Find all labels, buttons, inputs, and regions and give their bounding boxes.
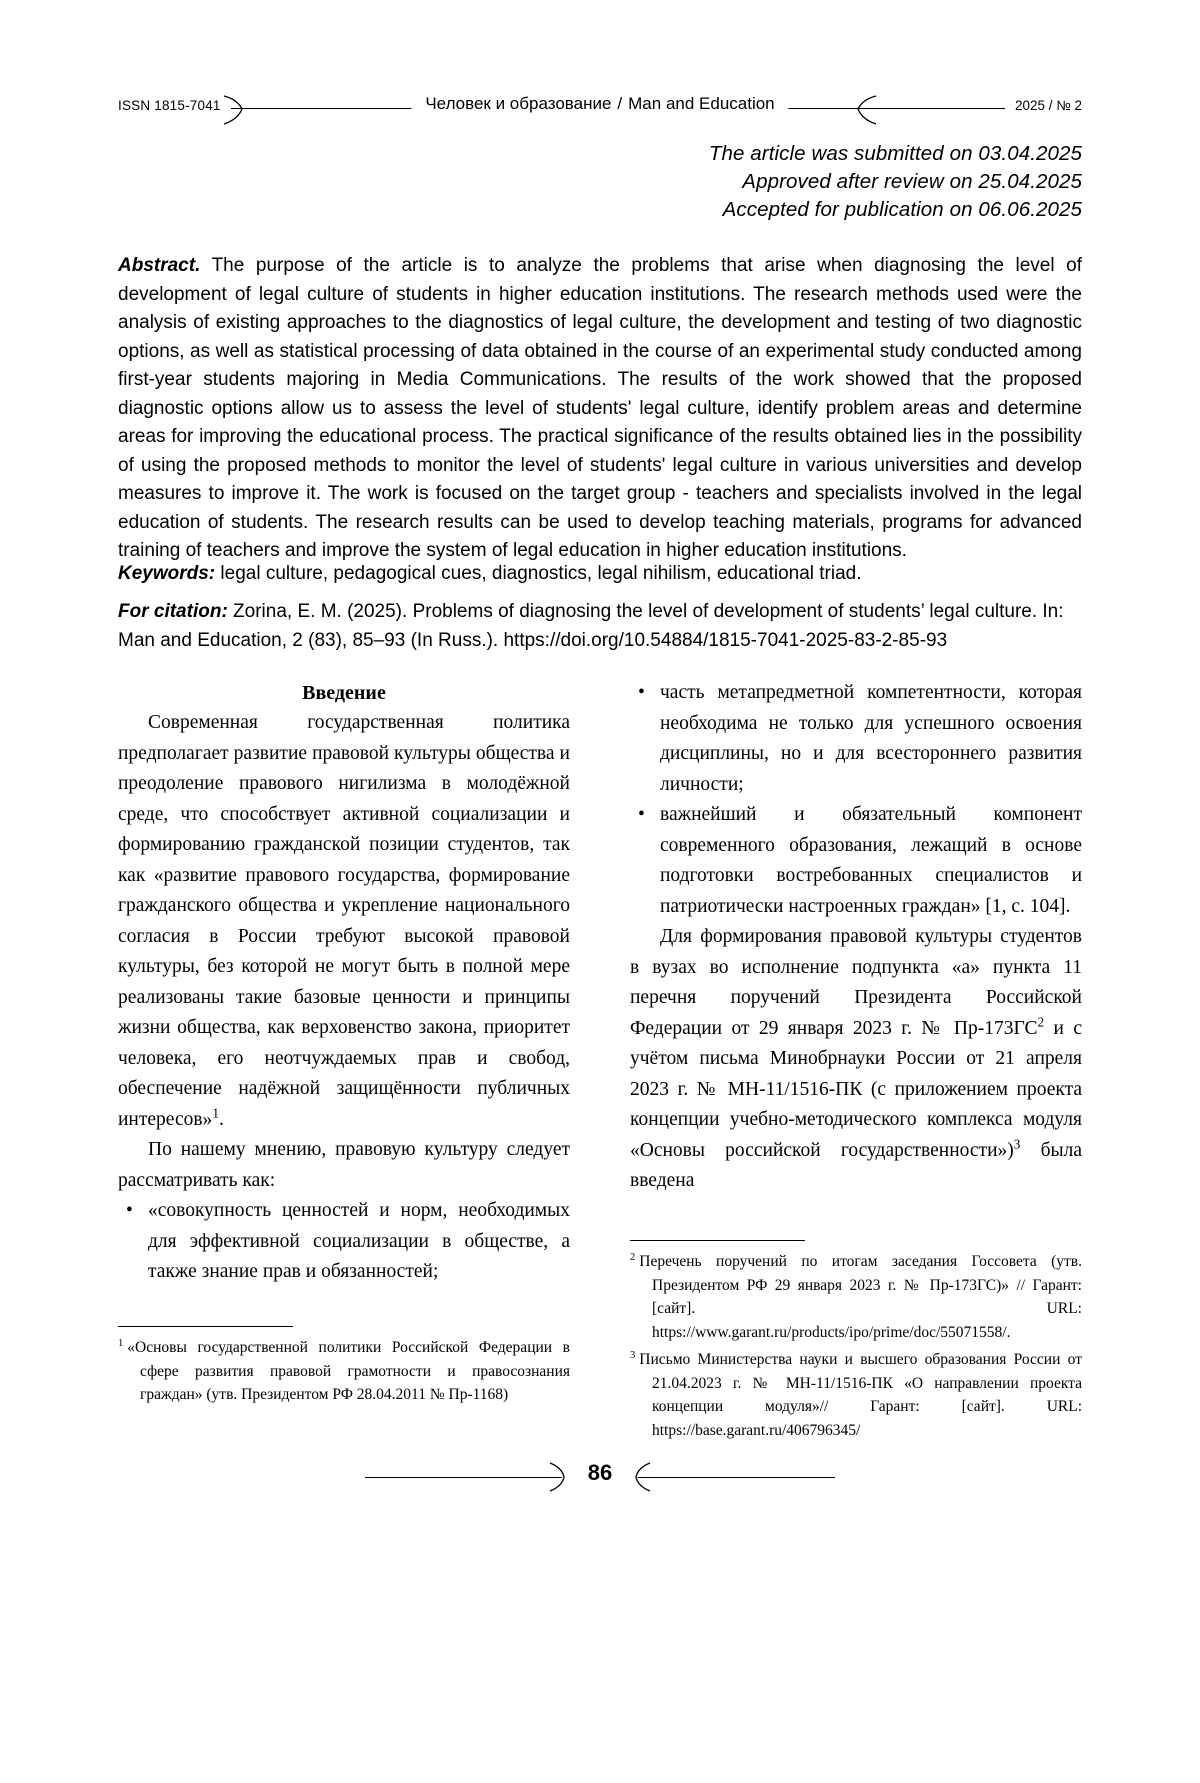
keywords-text: legal culture, pedagogical cues, diagnostics, legal nihilism, educational triad. [215, 563, 862, 584]
page-folio [0, 1452, 1200, 1512]
footnote-text: «Основы государственной политики Российской Федерации в сфере развития правовой грамотности и правосознания граждан» (утв. Президентом РФ 28.04.2011 № Пр-1168) [127, 1339, 570, 1403]
body-column-left [118, 678, 570, 1288]
submission-dates [382, 140, 1082, 224]
footnote-item [630, 1348, 1082, 1442]
brace-left-icon [222, 95, 244, 125]
abstract-label: Abstract. [118, 255, 201, 276]
footnote-text: Письмо Министерства науки и высшего образования России от 21.04.2023 г. № МН-11/1516-ПК «О направлении проекта концепции модуля»// Гарант: [сайт]. URL: https://base.garant.ru/406796345/ [639, 1351, 1082, 1439]
footnote-separator-rule [118, 1326, 293, 1327]
folio-brace-right-icon [634, 1462, 652, 1492]
legal-culture-bullet-list [118, 1196, 570, 1288]
paragraph-intro-1 [118, 708, 570, 1135]
footnote-marker: 3 [630, 1349, 636, 1361]
section-heading-introduction: Введение [302, 682, 386, 704]
journal-title [411, 94, 788, 114]
footnote-marker: 2 [630, 1251, 636, 1263]
footnote-ref-1[interactable]: 1 [212, 1105, 219, 1120]
journal-title-en: Man and Education [628, 94, 775, 113]
footnote-text: Перечень поручений по итогам заседания Госсовета (утв. Президентом РФ 29 января 2023 г. № Пр-173ГС)» // Гарант: [сайт]. URL: https://www.garant.ru/products/ipo/prime/doc/55071558/. [639, 1253, 1082, 1341]
date-accepted: Accepted for publication on 06.06.2025 [722, 198, 1082, 221]
legal-culture-bullet-list-continued [630, 678, 1082, 922]
running-head [118, 92, 1082, 126]
citation-block [118, 598, 1082, 655]
body-column-right [630, 678, 1082, 1197]
list-item: • часть метапредметной компетентности, которая необходима не только для успешного освоения дисциплины, но и для всестороннего развития личности; [660, 678, 1082, 800]
footnote-item [118, 1336, 570, 1407]
footnote-ref-3[interactable]: 3 [1013, 1136, 1021, 1151]
list-item: • важнейший и обязательный компонент современного образования, лежащий в основе подготовки востребованных специалистов и патриотически настроенных граждан» [1, с. 104]. [660, 800, 1082, 922]
paragraph-right-1-a: Для формирования правовой культуры студентов в вузах во исполнение подпункта «а» пункта 11 перечня поручений Президента Российской Федерации от 29 января 2023 г. № Пр-173ГС [630, 926, 1082, 1039]
journal-title-ru: Человек и образование [425, 94, 612, 113]
footnotes-right [630, 1240, 1082, 1446]
issn-label: ISSN 1815-7041 [118, 98, 231, 113]
abstract-block [118, 252, 1082, 566]
footnote-separator-rule [630, 1240, 805, 1241]
date-approved: Approved after review on 25.04.2025 [742, 170, 1082, 193]
list-item: • «совокупность ценностей и норм, необходимых для эффективной социализации в обществе, а также знание прав и обязанностей; [148, 1196, 570, 1288]
issue-label: 2025 / № 2 [1005, 98, 1082, 113]
journal-title-separator: / [617, 94, 623, 113]
folio-brace-left-icon [548, 1462, 566, 1492]
footnote-marker: 1 [118, 1337, 124, 1349]
keywords-label: Keywords: [118, 563, 216, 584]
brace-right-icon [856, 95, 878, 125]
paragraph-intro-2: По нашему мнению, правовую культуру следует рассматривать как: [118, 1139, 570, 1191]
paragraph-intro-1-tail: . [218, 1108, 224, 1130]
citation-text: Zorina, E. M. (2025). Problems of diagnosing the level of development of students’ legal culture. In: Man and Education, 2 (83), 85–93 (In Russ.). https://doi.org/10.54884/1815-7041-2025-83-2-85-93 [118, 601, 1064, 651]
footnotes-left [118, 1326, 570, 1411]
citation-label: For citation: [118, 601, 228, 622]
page-number: 86 [562, 1460, 638, 1486]
footnote-item [630, 1250, 1082, 1344]
footnote-ref-2[interactable]: 2 [1037, 1014, 1045, 1029]
paragraph-right-1-c: была введена [630, 1139, 1082, 1191]
keywords-block [118, 560, 1082, 588]
paragraph-right-1 [630, 922, 1082, 1197]
paragraph-right-1-b: и с учётом письма Минобрнауки России от 21 апреля 2023 г. № МН-11/1516-ПК (с приложением проекта концепции учебно-методического комплекса модуля «Основы российской государственности») [630, 1017, 1083, 1161]
paragraph-intro-1-text: Современная государственная политика предполагает развитие правовой культуры общества и преодоление правового нигилизма в молодёжной среде, что способствует активной социализации и формированию гражданской позиции студентов, так как «развитие правового государства, формирование гражданского общества и укрепление национального согласия в России требуют высокой правовой культуры, без которой не могут быть в полной мере реализованы такие базовые ценности и принципы жизни общества, как верховенство закона, приоритет человека, его неотчуждаемых прав и свобод, обеспечение надёжной защищённости публичных интересов» [118, 712, 570, 1130]
abstract-text: The purpose of the article is to analyze the problems that arise when diagnosing the level of development of legal culture of students in higher education institutions. The research methods used were the analysis of existing approaches to the diagnostics of legal culture, the development and testing of two diagnostic options, as well as statistical processing of data obtained in the course of an experimental study conducted among first-year students majoring in Media Communications. The results of the work showed that the proposed diagnostic options allow us to assess the level of students' legal culture, identify problem areas and determine areas for improving the educational process. The practical significance of the results obtained lies in the possibility of using the proposed methods to monitor the level of students' legal culture in various universities and develop measures to improve it. The work is focused on the target group - teachers and specialists involved in the legal education of students. The research results can be used to develop teaching materials, programs for advanced training of teachers and improve the system of legal education in higher education institutions. [118, 255, 1082, 561]
date-submitted: The article was submitted on 03.04.2025 [708, 142, 1082, 165]
